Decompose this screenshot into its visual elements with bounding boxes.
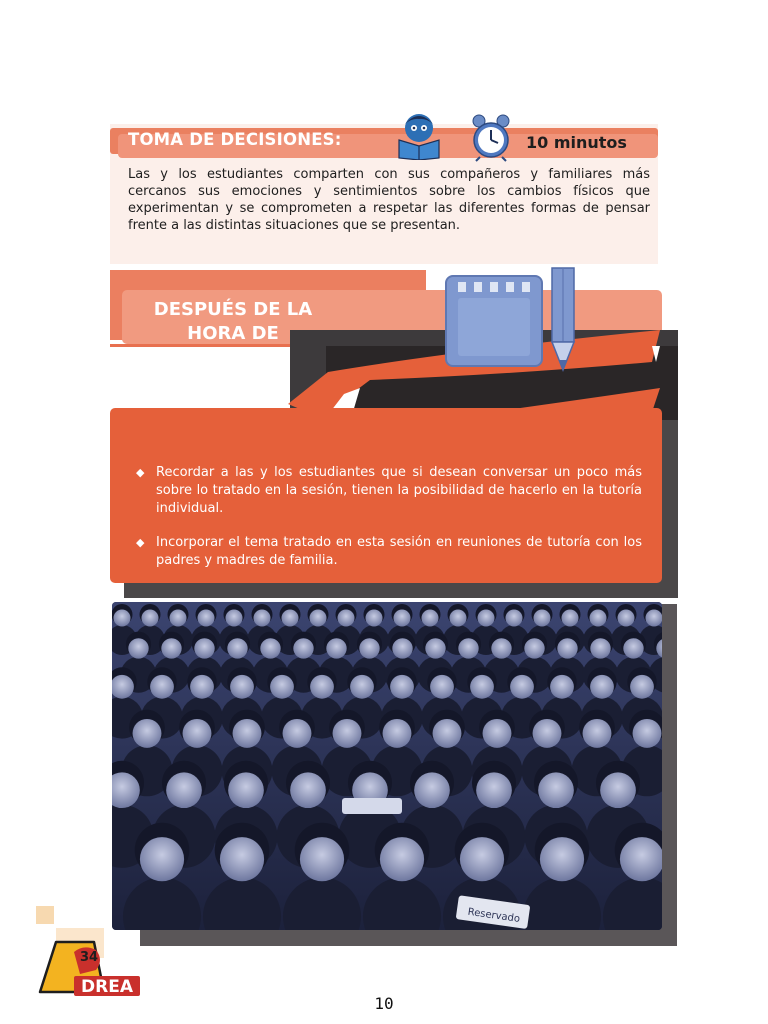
audience-face (583, 719, 612, 748)
audience-face (359, 638, 379, 658)
reading-student-icon (396, 110, 442, 160)
audience-face (533, 719, 562, 748)
logo-text: DREA (81, 977, 133, 997)
audience-face (491, 638, 511, 658)
notepad-icon (444, 272, 544, 368)
audience-face (366, 610, 383, 627)
decision-duration: 10 minutos (526, 133, 627, 152)
audience-face (282, 610, 299, 627)
audience-face (390, 675, 414, 699)
audience-face (226, 610, 243, 627)
notes-list (136, 464, 642, 586)
audience-face (194, 638, 214, 658)
audience-face (590, 638, 610, 658)
audience-face (646, 610, 663, 627)
audience-face (380, 837, 424, 881)
audience-face (414, 772, 450, 808)
audience-face (590, 675, 614, 699)
audience-face (310, 675, 334, 699)
audience-face (260, 638, 280, 658)
audience-face (310, 610, 327, 627)
audience-face (220, 837, 264, 881)
audience-face (326, 638, 346, 658)
audience-face (534, 610, 551, 627)
audience-face (140, 837, 184, 881)
audience-face (166, 772, 202, 808)
audience-face (422, 610, 439, 627)
list-item (136, 464, 642, 518)
audience-face (618, 610, 635, 627)
pencil-icon (548, 266, 578, 376)
audience-face (150, 675, 174, 699)
audience-face (233, 719, 262, 748)
audience-face (633, 719, 662, 748)
audience-face (590, 610, 607, 627)
audience-face (290, 772, 326, 808)
note-text: Incorporar el tema tratado en esta sesión en reuniones de tutoría con los padres y madres de familia. (156, 535, 642, 568)
audience-photo (112, 602, 662, 930)
audience-face (394, 610, 411, 627)
drea-logo (30, 934, 146, 998)
audience-face (550, 675, 574, 699)
audience-face (483, 719, 512, 748)
audience-face (562, 610, 579, 627)
decision-section-title: TOMA DE DECISIONES: (128, 130, 342, 149)
audience-face (458, 638, 478, 658)
audience-face (190, 675, 214, 699)
list-item (136, 534, 642, 570)
audience-face (114, 610, 131, 627)
audience-face (557, 638, 577, 658)
decor-square (36, 906, 54, 924)
audience-face (383, 719, 412, 748)
audience-face (350, 675, 374, 699)
audience-face (425, 638, 445, 658)
alarm-clock-icon (470, 112, 512, 162)
audience-face (524, 638, 544, 658)
diamond-bullet-icon: ◆ (136, 466, 145, 479)
audience-face (142, 610, 159, 627)
audience-face (630, 675, 654, 699)
audience-face (600, 772, 636, 808)
audience-face (133, 719, 162, 748)
audience-face (293, 638, 313, 658)
audience-face (270, 675, 294, 699)
audience-face (230, 675, 254, 699)
audience-face (300, 837, 344, 881)
audience-face (228, 772, 264, 808)
after-section-title: DESPUÉS DE LA HORA DE (153, 299, 313, 344)
audience-face (254, 610, 271, 627)
audience-face (538, 772, 574, 808)
audience-face (433, 719, 462, 748)
seat-sign-text: Reservado (466, 906, 521, 925)
logo-number: 34 (80, 950, 99, 965)
audience-face (183, 719, 212, 748)
note-text: Recordar a las y los estudiantes que si desean conversar un poco más sobre lo tratado en la sesión, tienen la posibilidad de hacerlo en la tutoría individual. (156, 465, 642, 516)
page-number: 10 (374, 994, 394, 1013)
audience-face (333, 719, 362, 748)
audience-face (161, 638, 181, 658)
audience-face (227, 638, 247, 658)
audience-face (170, 610, 187, 627)
audience-face (460, 837, 504, 881)
audience-face (540, 837, 584, 881)
audience-face (450, 610, 467, 627)
diamond-bullet-icon: ◆ (136, 536, 145, 549)
audience-face (198, 610, 215, 627)
audience-face (338, 610, 355, 627)
audience-face (128, 638, 148, 658)
audience-face (623, 638, 643, 658)
audience-face (506, 610, 523, 627)
audience-face (392, 638, 412, 658)
audience-face (470, 675, 494, 699)
audience-face (283, 719, 312, 748)
decision-description: Las y los estudiantes comparten con sus compañeros y familiares más cercanos sus emociones y sentimientos sobre los cambios físicos que experimentan y se comprometen a respetar las diferentes formas de pensar frente a las distintas situaciones que se presentan. (128, 167, 650, 233)
audience-face (478, 610, 495, 627)
audience-face (510, 675, 534, 699)
audience-face (430, 675, 454, 699)
audience-face (476, 772, 512, 808)
